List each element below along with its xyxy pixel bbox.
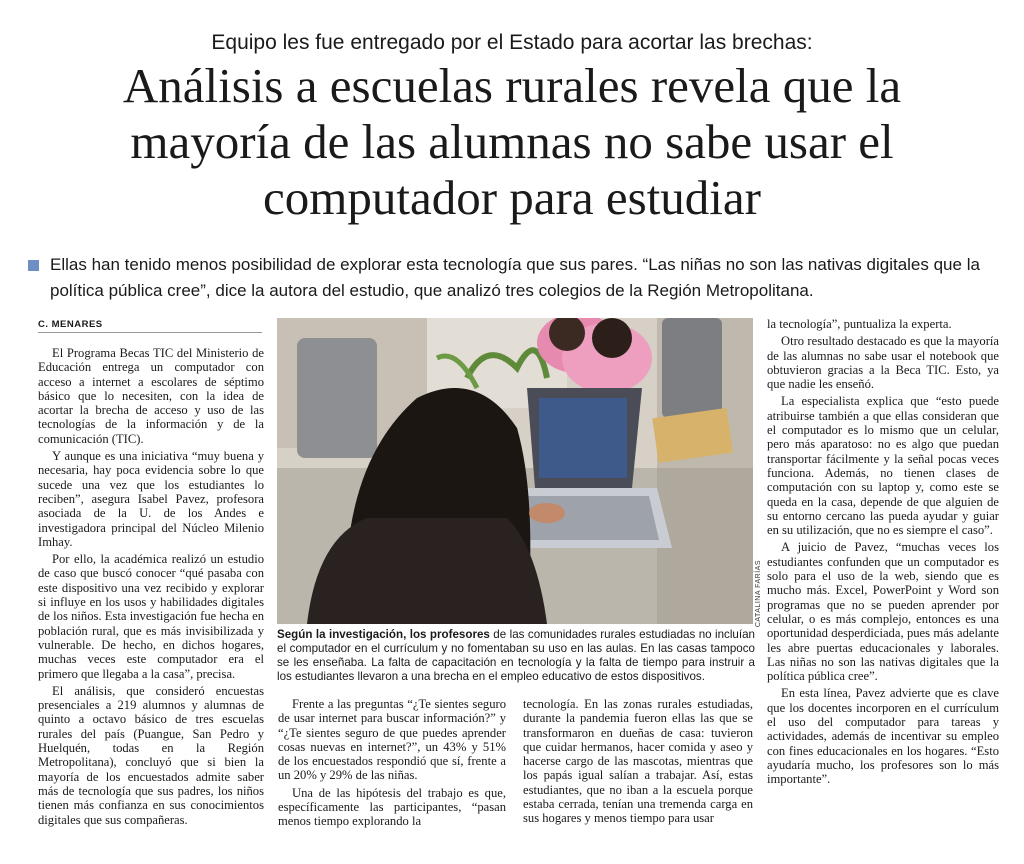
paragraph: En esta línea, Pavez advierte que es clave que los docentes incorporen en el currículum el uso del computador para tareas y actividades, además de incentivar su empleo con fines educacionales en los hogares. “Esto ayudaría mucho, los profesores son lo más importante”.	[767, 686, 999, 787]
paragraph: Una de las hipótesis del trabajo es que, específicamente las participantes, “pasan menos tiempo explorando la	[278, 785, 506, 829]
body-column-4	[767, 317, 999, 790]
article-photo	[277, 318, 753, 624]
body-column-1	[38, 346, 264, 830]
paragraph: Por ello, la académica realizó un estudio de caso que buscó conocer “qué pasaba con este dispositivo una vez recibido y explorar si influye en los usos y habilidades digitales de los niños. Esta investigación fue hecha en población rural, que es más invisibilizada y vulnerable. De hecho, en dichos hogares, muchas veces este computador era el primero que llegaba a la casa”, precisa.	[38, 552, 264, 681]
deck	[28, 252, 988, 304]
photo-credit: CATALINA FARÍAS	[755, 560, 762, 628]
paragraph: El análisis, que consideró encuestas presenciales a 219 alumnos y alumnas de quinto a octavo básico de tres escuelas rurales del país (Puangue, San Pedro y Huelquén, todas en la Región Metropolitana), concluyó que si bien la mayoría de los encuestados admite saber más de tecnología que sus padres, los niños tienen más confianza en sus conocimientos digitales que sus compañeras.	[38, 683, 264, 827]
body-column-3	[523, 697, 753, 829]
deck-text: Ellas han tenido menos posibilidad de explorar esta tecnología que sus pares. “Las niñas no son las nativas digitales que la política pública cree”, dice la autora del estudio, que analizó tres colegios de la Región Metropolitana.	[50, 255, 980, 300]
paragraph: La especialista explica que “esto puede atribuirse también a que ellas consideran que el computador es lo mismo que un celular, pero más aparatoso: no es algo que puedan transportar fácilmente y la señal pocas veces funciona. Además, no tienen clases de computación con su laptop y, como este se queda en la casa, depende de que alguien de su entorno cercano las pueda ayudar y guiar en su utilización, que no es siempre el caso”.	[767, 394, 999, 538]
byline-divider	[38, 332, 262, 333]
kicker: Equipo les fue entregado por el Estado para acortar las brechas:	[211, 31, 813, 54]
deck-bullet-icon	[28, 260, 39, 271]
paragraph: El Programa Becas TIC del Ministerio de Educación entrega un computador con acceso a internet a escolares de séptimo básico que lo necesiten, con la idea de acortar la brecha de acceso y uso de las tecnologías de la información y de la comunicación (TIC).	[38, 346, 264, 446]
photo-caption	[277, 628, 755, 684]
body-column-2	[278, 697, 506, 832]
byline: C. MENARES	[38, 319, 103, 330]
caption-text: de las comunidades rurales estudiadas no incluían el computador en el currículum y no fomentaban su uso en las aulas. En las casas tampoco se les enseñaba. La falta de capacitación en tecnología y la falta de tiempo para instruir a los estudiantes llevaron a una brecha en el empleo educativo de estos dispositivos.	[277, 628, 755, 683]
paragraph: Frente a las preguntas “¿Te sientes seguro de usar internet para buscar información?” y “¿Te sientes seguro de que puedes aprender cosas nuevas en internet?”, un 43% y 51% de los encuestados respondió que sí, frente a un 20% y 29% de las niñas.	[278, 697, 506, 783]
paragraph: Otro resultado destacado es que la mayoría de las alumnas no sabe usar el notebook que obtuvieron gracias a la Beca TIC. Esto, ya que nadie les enseñó.	[767, 334, 999, 392]
paragraph: tecnología. En las zonas rurales estudiadas, durante la pandemia fueron ellas las que se transformaron en dueñas de casa: tuvieron que cuidar hermanos, hacer comida y aseo y hacerse cargo de las mascotas, mientras que los papás igual salían a trabajar. Así, estas estudiantes, que no iban a la escuela porque estaba cerrada, tenían una tremenda carga en sus hogares y menos tiempo para usar	[523, 697, 753, 826]
paragraph: A juicio de Pavez, “muchas veces los estudiantes confunden que un computador es solo para el uso de la web, siendo que es mucho más. Excel, PowerPoint y Word son programas que no se pueden aprender por celular, o es más complejo, entonces es una oportunidad desperdiciada, pues más adelante les abre puertas educacionales y laborales. Las niñas no son las nativas digitales que la política pública cree”.	[767, 540, 999, 684]
laptop-photo-icon	[277, 318, 753, 624]
paragraph: Y aunque es una iniciativa “muy buena y necesaria, hay poca evidencia sobre lo que sucede una vez que los estudiantes lo reciben”, asegura Isabel Pavez, profesora asociada de la U. de los Andes e investigadora principal del Núcleo Milenio Imhay.	[38, 449, 264, 549]
caption-lead: Según la investigación, los profesores	[277, 628, 490, 641]
paragraph: la tecnología”, puntualiza la experta.	[767, 317, 952, 331]
headline: Análisis a escuelas rurales revela que la mayoría de las alumnas no sabe usar el computador para estudiar	[122, 58, 902, 225]
